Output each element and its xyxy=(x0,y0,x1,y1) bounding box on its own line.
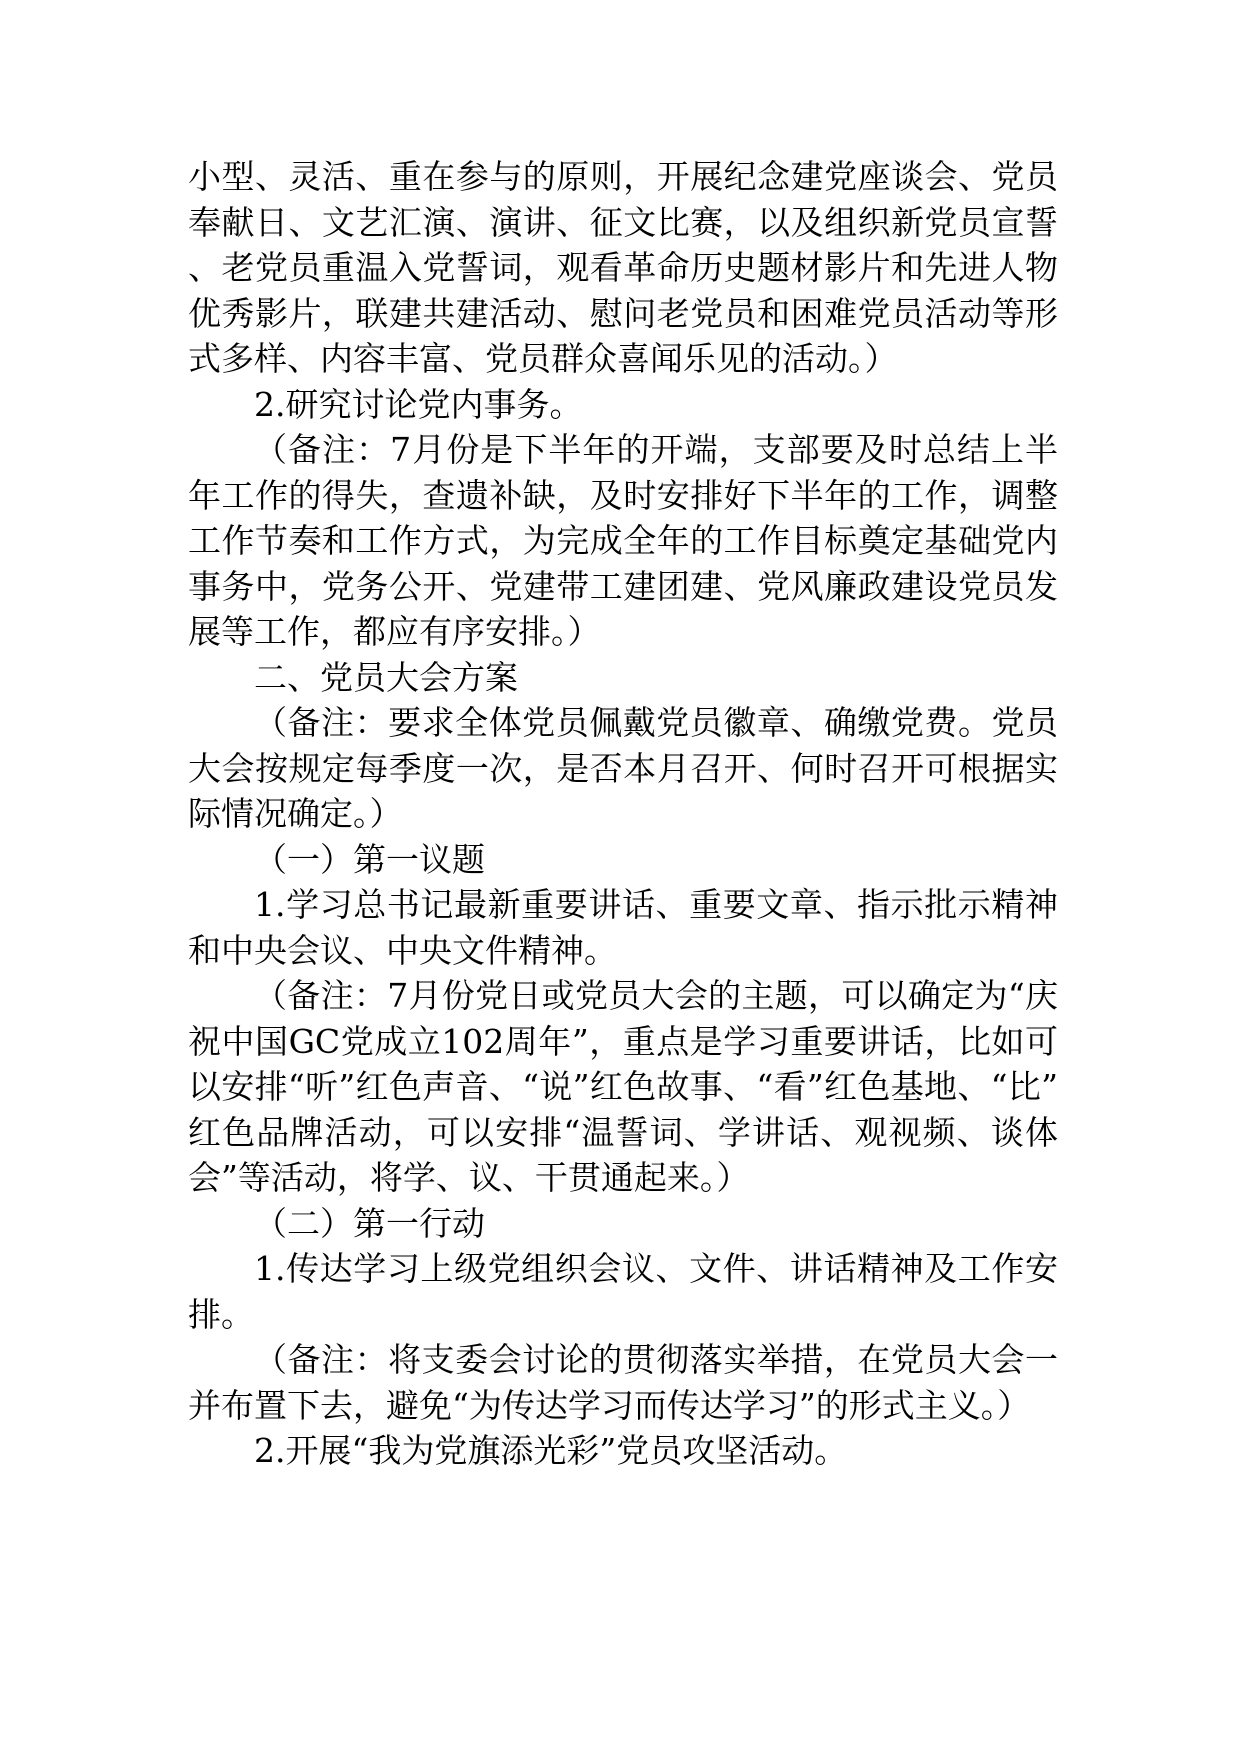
paragraph: 2.研究讨论党内事务。 xyxy=(254,384,583,424)
paragraph: （备注：7月份是下半年的开端，支部要及时总结上半年工作的得失，查遗补缺，及时安排好下半年的工作，调整工作节奏和工作方式，为完成全年的工作目标奠定基础党内事务中，党务公开、党建带工建团建、党风廉政建设党员发展等工作，都应有序安排。） xyxy=(188,430,1058,651)
paragraph: 2.开展“我为党旗添光彩”党员攻坚活动。 xyxy=(254,1431,848,1470)
paragraph: 1.传达学习上级党组织会议、文件、讲话精神及工作安排。 xyxy=(188,1249,1058,1334)
paragraph: （一）第一议题 xyxy=(254,839,485,879)
paragraph: （备注：7月份党日或党员大会的主题，可以确定为“庆祝中国GC党成立102周年”，重点是学习重要讲话，比如可以安排“听”红色声音、“说”红色故事、“看”红色基地、“比”红色品牌活动，可以安排“温誓词、学讲话、观视频、谈体会”等活动，将学、议、干贯通起来。） xyxy=(188,976,1058,1197)
paragraph: 小型、灵活、重在参与的原则，开展纪念建党座谈会、党员奉献日、文艺汇演、演讲、征文比赛，以及组织新党员宣誓、老党员重温入党誓词，观看革命历史题材影片和先进人物优秀影片，联建共建活动、慰问老党员和困难党员活动等形式多样、内容丰富、党员群众喜闻乐见的活动。） xyxy=(188,157,1058,378)
document-page xyxy=(188,154,1058,1474)
paragraph: （备注：要求全体党员佩戴党员徽章、确缴党费。党员大会按规定每季度一次，是否本月召开、何时召开可根据实际情况确定。） xyxy=(188,703,1058,833)
paragraph: （二）第一行动 xyxy=(254,1203,485,1243)
paragraph: 1.学习总书记最新重要讲话、重要文章、指示批示精神和中央会议、中央文件精神。 xyxy=(188,885,1058,970)
paragraph: 二、党员大会方案 xyxy=(254,657,518,697)
paragraph: （备注：将支委会讨论的贯彻落实举措，在党员大会一并布置下去，避免“为传达学习而传达学习”的形式主义。） xyxy=(188,1340,1058,1425)
